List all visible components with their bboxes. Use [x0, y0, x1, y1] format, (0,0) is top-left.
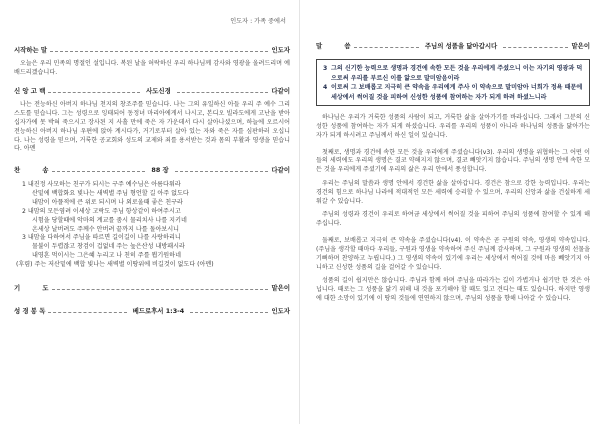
hymn-line: 시험을 당할때에 악마의 계교를 줌시 물리치사 나를 지키네: [32, 216, 187, 224]
verse-number: 4: [323, 84, 328, 92]
dash-line: [52, 289, 269, 290]
creed-label: 신 앙 고 백: [14, 86, 46, 95]
dash-line: [177, 92, 269, 93]
dash-line: [503, 47, 568, 48]
hymn-line: 온세상 날버려도 주께수 안버려 끝까지 나를 돌아보시니: [32, 225, 180, 233]
hymn-line: 산밑에 백합화요 빛나는 새벽별 주님 형언할 길 아주 없도다: [32, 190, 189, 198]
hymn-number: 88 장: [151, 166, 169, 175]
hymn-lyrics: [14, 181, 290, 269]
reading-passage: 베드로후서 1:3-4: [132, 307, 185, 316]
sermon-paragraph: 주님의 성령과 경건이 우리로 하여금 세상에서 썩어질 것을 피하여 주님의 성품에 참여할 수 있게 해주십니다.: [316, 211, 590, 228]
prayer-label: 기 도: [14, 283, 49, 292]
verse-number: 3: [323, 65, 328, 73]
opening-heading: [14, 46, 290, 55]
hymn-line: 내맘이 아플적에 큰 위로 되시며 나 외로울때 좋은 친구라: [32, 199, 183, 207]
verse-text: 그의 신기한 능력으로 생명과 경건에 속한 모든 것을 우리에게 주셨으니 이는 자기의 영광과 덕으로써 우리를 부르신 이를 앎으로 말미암음이라: [331, 65, 583, 82]
hymn-line: (후렴) 주는 저산밑에 백합 빛나는 새벽별 이땅위에 비길것이 없도다 (아멘): [16, 260, 214, 268]
hymn-line: 1 내진정 사모하는 친구가 되시는 구주 예수님은 아름다워라: [22, 181, 181, 189]
creed-heading: [14, 87, 290, 96]
hymn-label: 찬 송: [14, 166, 49, 175]
creed-text: 나는 전능하신 아버지 하나님 천지의 창조주를 믿습니다. 나는 그의 유일하신 아들 우리 주 예수 그리스도를 믿습니다. 그는 성령으로 잉태되어 동정녀 마리아에게서 나시고, 본디오 빌라도에게 고난을 받아 십자가에 못 박혀 죽으시고 장사된 지 사흘 만에 죽은 자 가운데서 다시 살아나셨으며, 하늘에 오르시어 전능하신 아버지 하나님 우편에 앉아 계시다가, 거기로부터 살아 있는 자와 죽은 자를 심판하러 오십니다. 나는 성령을 믿으며, 거룩한 공교회와 성도의 교제와 죄를 용서받는 것과 몸의 부활과 영생을 믿습니다. 아멘: [14, 101, 290, 153]
opening-label: 시작하는 말: [14, 46, 48, 54]
scripture-box: [316, 59, 590, 106]
dash-line: [48, 92, 140, 93]
creed-title: 사도신경: [146, 86, 171, 95]
verse-text: 이로써 그 보배롭고 지극히 큰 약속을 우리에게 주사 이 약속으로 말미암아 너희가 정욕 때문에 세상에서 썩어질 것을 피하여 신성한 성품에 참여하는 자가 되게 하려 하셨느니라: [331, 84, 583, 101]
hymn-heading: [14, 166, 290, 175]
sermon-leader: 맡은이: [571, 42, 590, 50]
sermon-label: 말 씀: [316, 42, 351, 50]
hymn-line: 2 내맘의 모든염려 이세상 고락도 주님 항상같이 하여주시고: [22, 207, 181, 215]
hymn-line: 물불이 두렵잖고 창검이 겁없네 주는 높은산성 내방패시라: [32, 243, 185, 251]
opening-leader: 인도자: [271, 46, 290, 54]
sermon-paragraph: 둘째로, 보배롭고 지극히 큰 약속을 주셨습니다(v4). 이 약속은 곧 구원의 약속, 영생의 약속입니다. (주님을 생각할 때마다 우리들, 구원과 영생을 약속하여 주신 주님께 감사하며, 그 구원과 영생의 선물을 기뻐하며 찬양하고 누립니다.) 그 영생의 약속이 있기에 우리는 세상에서 썩어질 것에 마음 빼앗기지 아니하고 신성한 성품의 길을 걸어갈 수 있습니다.: [316, 237, 590, 271]
sermon-paragraph: 우리는 주님의 말씀과 생명 안에서 경건한 삶을 살아갑니다. 경건은 참으로 강한 능력입니다. 우리는 경건의 힘으로 하나님 나라에 적대적인 모든 세력에 승리할 수 있으며, 우리의 신앙과 삶을 건실하게 세워갈 수 있습니다.: [316, 180, 590, 205]
opening-text: 오늘은 우리 민족의 명절인 설입니다. 복된 날을 허락하신 우리 하나님께 감사와 영광을 올려드리며 예배드리겠습니다.: [14, 60, 290, 77]
creed-leader: 다같이: [271, 86, 291, 95]
dash-line: [48, 312, 126, 313]
hymn-line: 3 내맘을 다하여서 주님을 따르면 길이길이 나를 사랑하리니: [22, 234, 181, 242]
sermon-heading: [316, 42, 590, 51]
hymn-line: 내영혼 먹이시는 그은혜 누리고 나 친히 주를 뵙기원하네: [32, 252, 181, 260]
leader-header: 인도자 : 가족 중에서: [230, 18, 286, 25]
sermon-paragraph: 하나님은 우리가 거룩한 성품의 사람이 되고, 거룩한 삶을 살아가기를 바라십니다. 그래서 그분의 신성한 성품에 참여하는 자가 되게 하셨습니다. 우리를 우리의 성품이 아니라 하나님의 성품을 닮아가는 자가 되게 하시려고 주님께서 하신 일이 있습니다.: [316, 114, 590, 139]
dash-line: [175, 171, 269, 172]
dash-line: [190, 312, 268, 313]
prayer-leader: 맡은이: [271, 283, 290, 292]
sermon-paragraph: 성품의 길이 쉽지만은 않습니다. 주님과 함께 하며 주님을 따라가는 길이 가볍거나 쉽기만 한 것은 아닙니다. 때로는 그 성품을 닮기 위해 내 것을 포기해야 할 때도 있고 견디는 때도 있습니다. 하지만 영생에 대한 소망이 있기에 이 땅의 것들에 연연하지 않으며, 주님의 성품을 향해 나아갈 수 있습니다.: [316, 277, 590, 303]
sermon-paragraph: 첫째로, 생명과 경건에 속한 모든 것을 우리에게 주셨습니다(v3). 우리의 생명을 위협하는 그 어떤 이들의 세력에도 우리의 생명은 결코 약해지지 않으며, 결코 빼앗기지 않습니다. 주님의 생명 안에 속한 모든 것을 우리에게 주셨기에 우리의 삶은 우리 안에서 풍성합니다.: [316, 148, 590, 174]
reading-heading: [14, 307, 290, 316]
scripture-verse: [323, 83, 583, 102]
hymn-leader: 다같이: [271, 166, 290, 175]
dash-line: [50, 51, 268, 52]
dash-line: [52, 171, 146, 172]
reading-label: 성 경 봉 독: [14, 307, 46, 316]
dash-line: [354, 47, 419, 48]
scripture-verse: [323, 64, 583, 83]
sermon-title: 주님의 성품을 닮아갑시다: [424, 42, 498, 50]
reading-leader: 인도자: [271, 307, 291, 316]
prayer-heading: [14, 284, 290, 293]
right-page: [300, 0, 600, 424]
sermon-body: [316, 114, 590, 304]
